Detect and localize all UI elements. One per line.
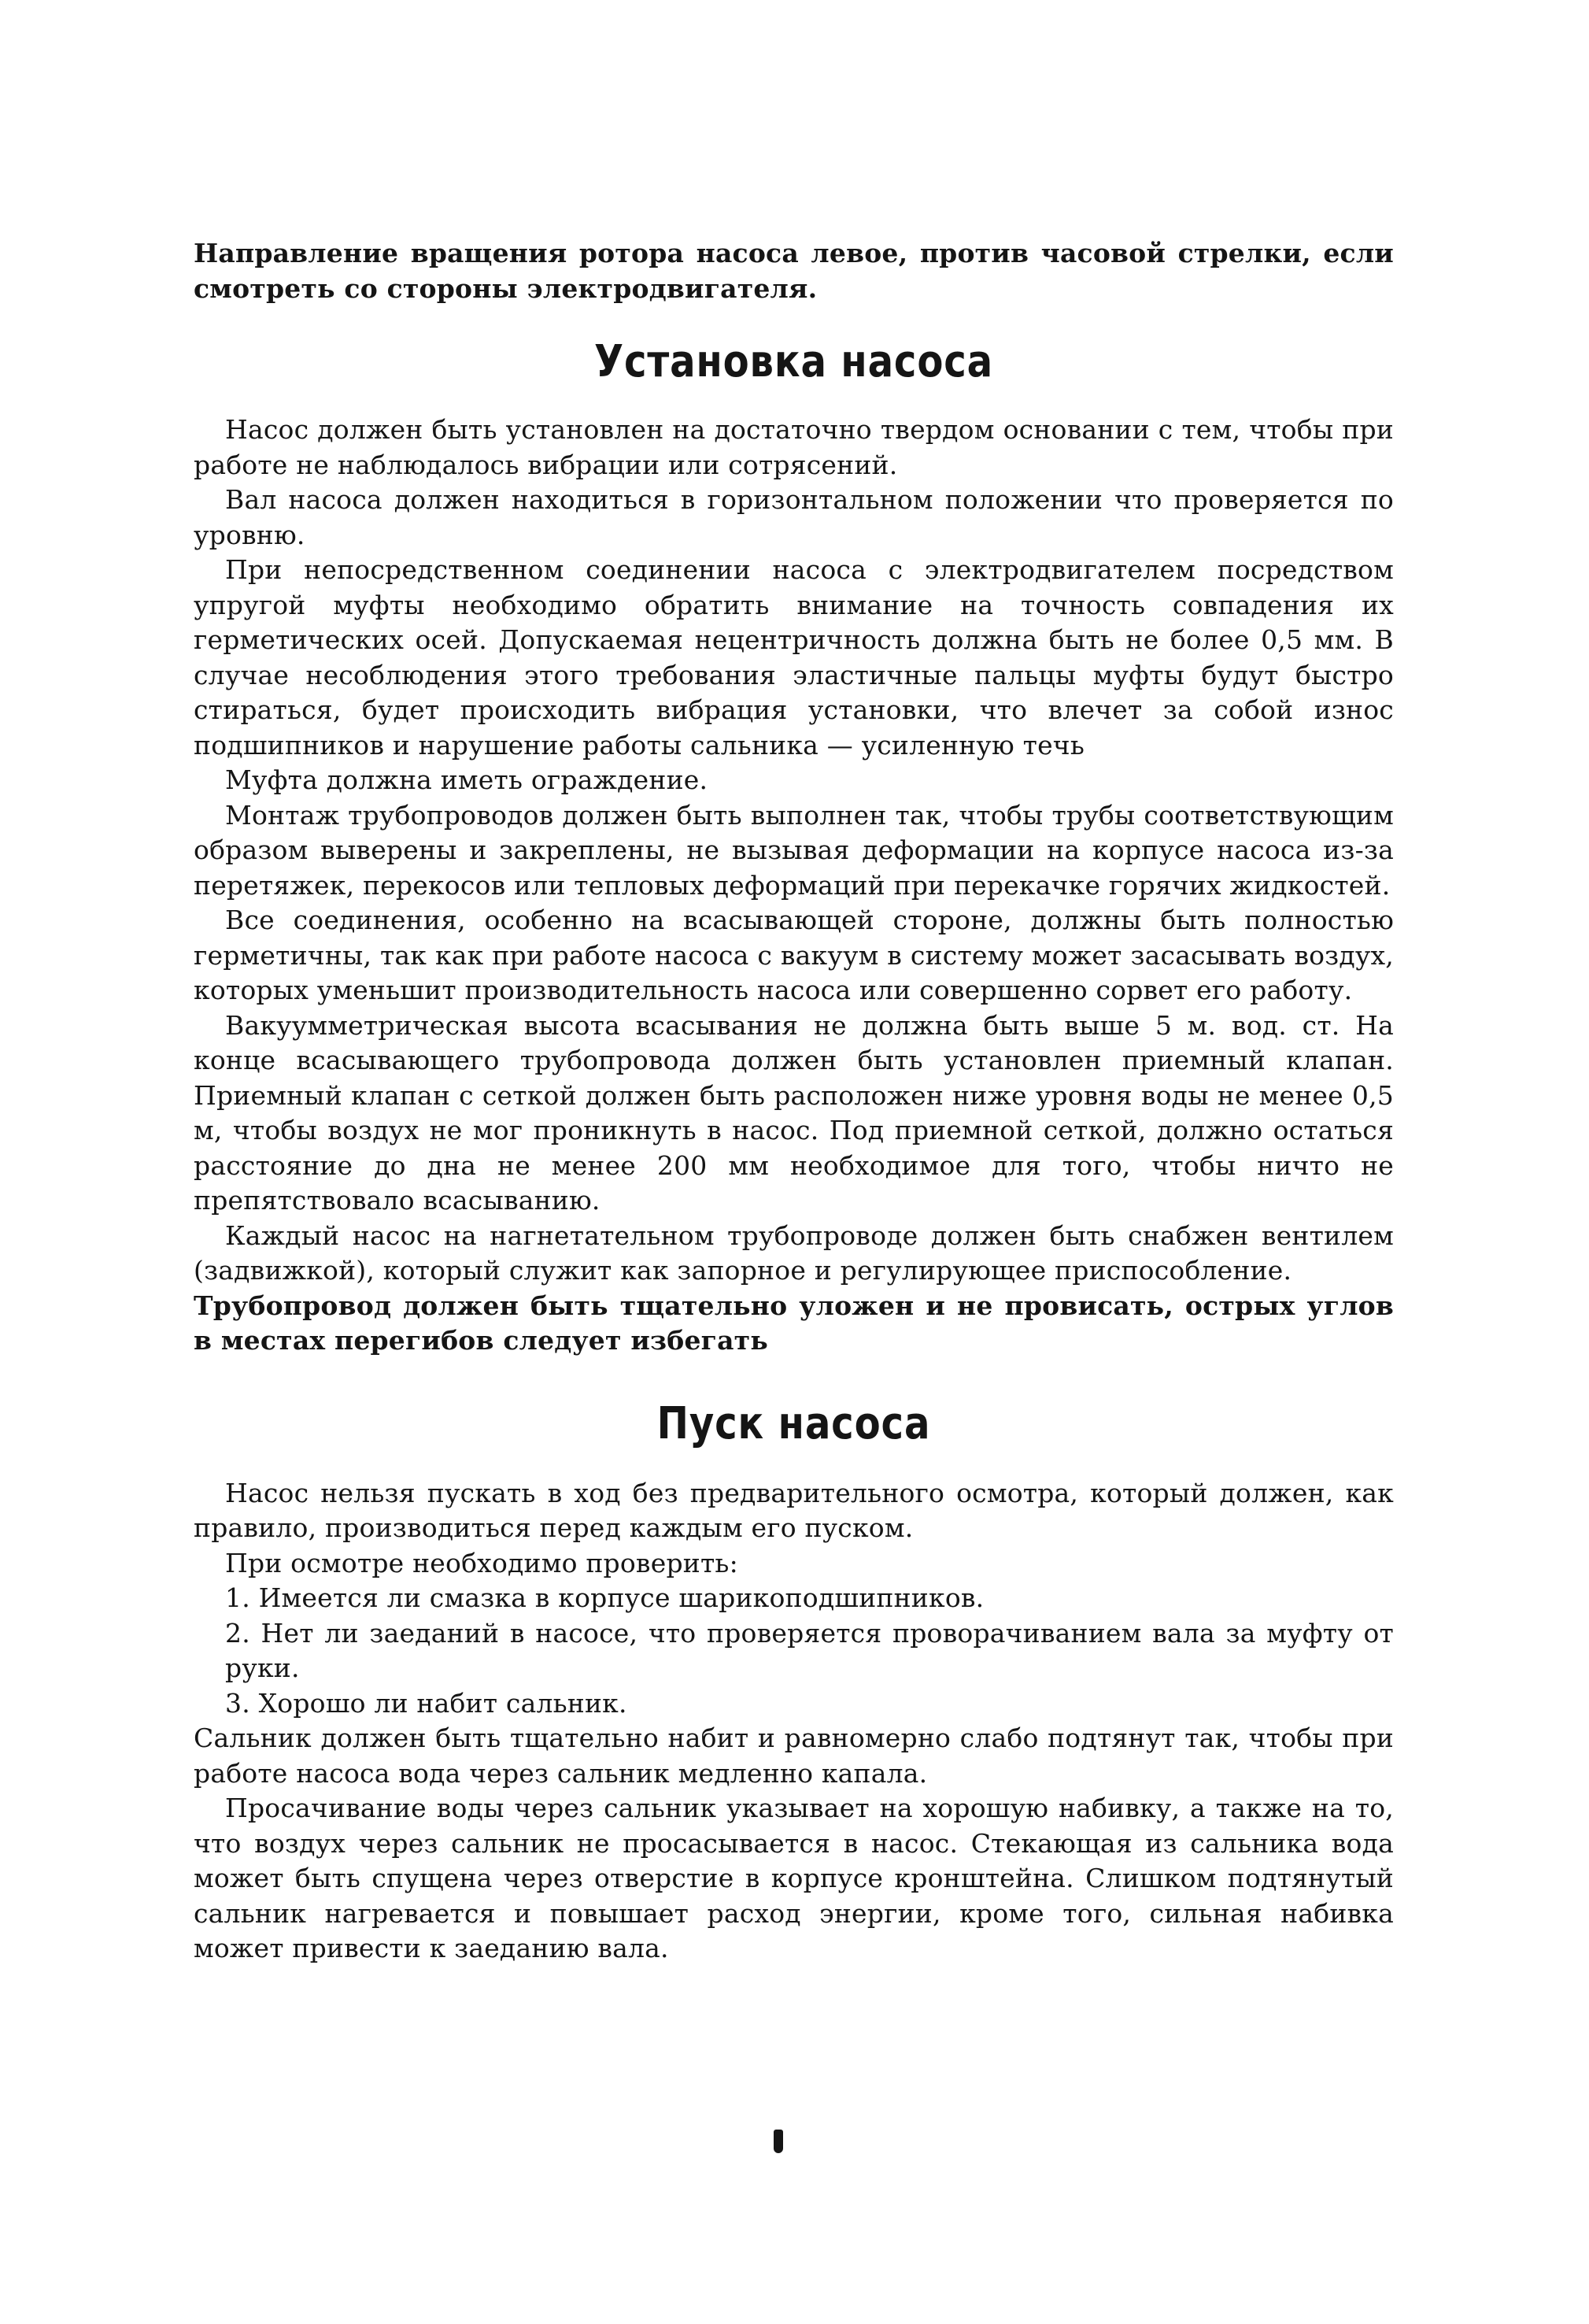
page-marker-glyph — [774, 2130, 783, 2153]
checklist-intro: При осмотре необходимо проверить: — [225, 1547, 738, 1578]
lead-paragraph: Насос нельзя пускать в ход без предварительного осмотра, который должен, как правило, производиться перед каждым его пуском. — [194, 1477, 1394, 1543]
paragraph: Вал насоса должен находиться в горизонтальном положении что проверяется по уровню. — [194, 484, 1394, 550]
section-title-installation: Установка насоса — [593, 336, 994, 387]
paragraph: Все соединения, особенно на всасывающей стороне, должны быть полностью герметичны, так как при работе насоса с вакуум в систему может засасывать воздух, которых уменьшит производительность насоса или совершенно сорвет его работу. — [194, 905, 1394, 1005]
paragraph: При непосредственном соединении насоса с электродвигателем посредством упругой муфты необходимо обратить внимание на точность совпадения их герметических осей. Допускаемая нецентричность должна быть не более 0,5 мм. В случае несоблюдения этого требования эластичные пальцы муфты будут быстро стираться, будет происходить вибрация установки, что влечет за собой износ подшипников и нарушение работы сальника — усиленную течь — [194, 554, 1394, 760]
paragraph: Муфта должна иметь ограждение. — [225, 764, 708, 795]
paragraph: Трубопровод должен быть тщательно уложен и не провисать, острых углов в местах перегибов следует избегать — [194, 1290, 1394, 1356]
intro-paragraph: Направление вращения ротора насоса левое, против часовой стрелки, если смотреть со стороны электродвигателя. — [194, 238, 1394, 304]
checklist-item: 2. Нет ли заеданий в насосе, что проверяется проворачиванием вала за муфту от руки. — [225, 1617, 1394, 1683]
paragraph: Сальник должен быть тщательно набит и равномерно слабо подтянут так, чтобы при работе насоса вода через сальник медленно капала. — [194, 1723, 1394, 1789]
paragraph: Просачивание воды через сальник указывает на хорошую набивку, а также на то, что воздух через сальник не просасывается в насос. Стекающая из сальника вода может быть спущена через отверстие в корпусе кронштейна. Слишком подтянутый сальник нагревается и повышает расход энергии, кроме того, сильная набивка может привести к заеданию вала. — [194, 1793, 1394, 1963]
paragraph: Каждый насос на нагнетательном трубопроводе должен быть снабжен вентилем (задвижкой), который служит как запорное и регулирующее приспособление. — [194, 1219, 1394, 1286]
paragraph: Насос должен быть установлен на достаточно твердом основании с тем, чтобы при работе не наблюдалось вибрации или сотрясений. — [194, 414, 1394, 480]
checklist-item: 1. Имеется ли смазка в корпусе шарикоподшипников. — [225, 1582, 985, 1613]
paragraph: Монтаж трубопроводов должен быть выполнен так, чтобы трубы соответствующим образом выверены и закреплены, не вызывая деформации на корпусе насоса из-за перетяжек, перекосов или тепловых деформаций при перекачке горячих жидкостей. — [194, 799, 1394, 901]
paragraph: Вакуумметрическая высота всасывания не должна быть выше 5 м. вод. ст. На конце всасывающего трубопровода должен быть установлен приемный клапан. Приемный клапан с сеткой должен быть расположен ниже уровня воды не менее 0,5 м, чтобы воздух не мог проникнуть в насос. Под приемной сеткой, должно остаться расстояние до дна не менее 200 мм необходимое для того, чтобы ничто не препятствовало всасыванию. — [194, 1009, 1394, 1216]
document-page — [194, 236, 1394, 1967]
checklist-item: 3. Хорошо ли набит сальник. — [225, 1687, 627, 1719]
section-title-startup: Пуск насоса — [656, 1397, 931, 1449]
